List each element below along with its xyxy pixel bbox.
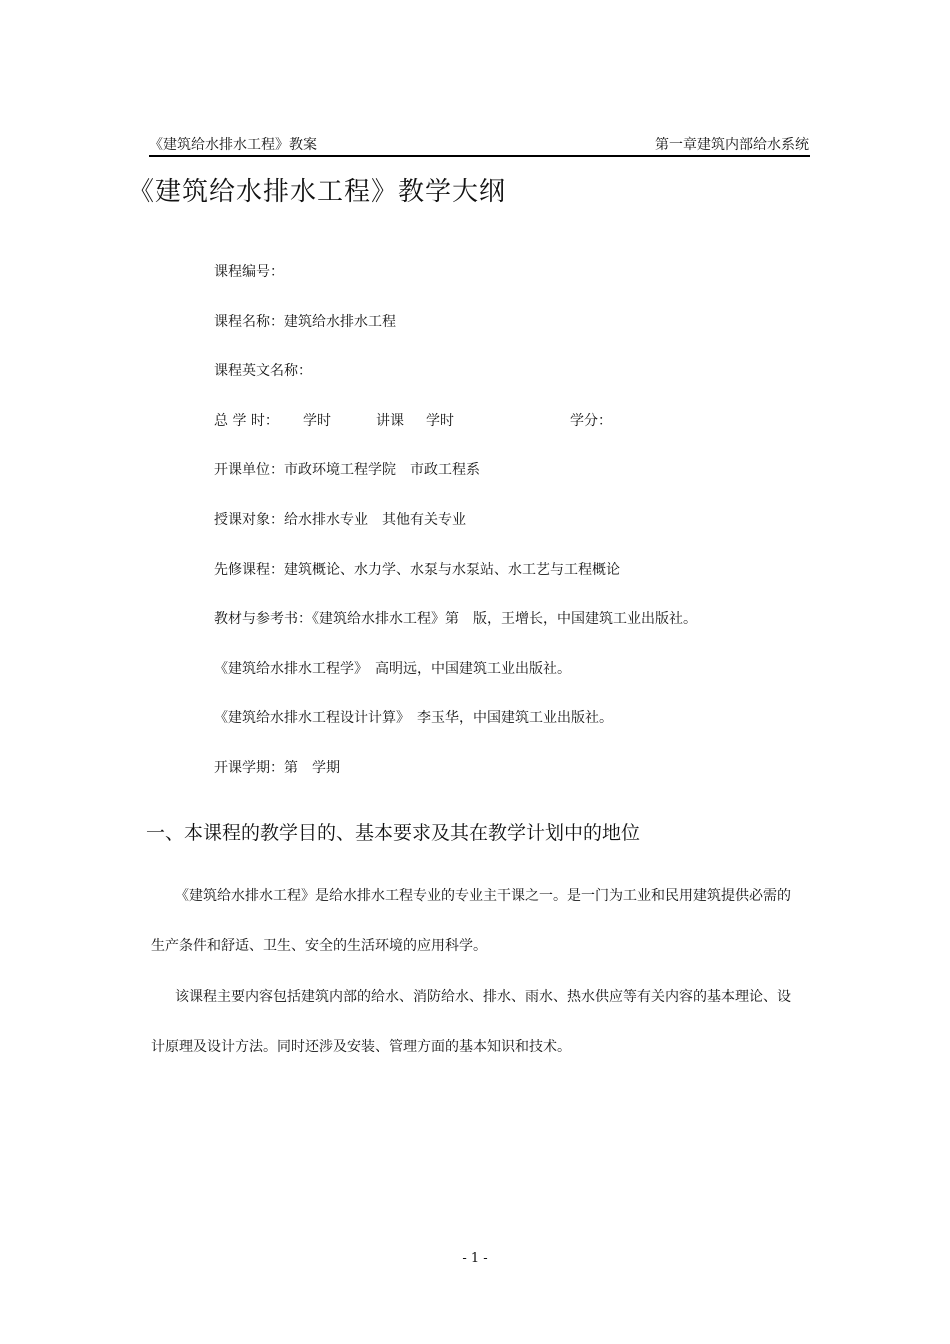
audience: 授课对象：给水排水专业 其他有关专业 bbox=[214, 511, 466, 528]
header-rule bbox=[149, 155, 810, 157]
lecture-label: 讲课 bbox=[376, 412, 404, 429]
paragraph-1-line-1: 《建筑给水排水工程》是给水排水工程专业的专业主干课之一。是一门为工业和民用建筑提供必需的 bbox=[175, 888, 791, 904]
paragraph-2-line-2: 计原理及设计方法。同时还涉及安装、管理方面的基本知识和技术。 bbox=[151, 1039, 571, 1055]
total-hours-label: 总 学 时： bbox=[214, 412, 279, 429]
paragraph-1-line-2: 生产条件和舒适、卫生、安全的生活环境的应用科学。 bbox=[151, 938, 487, 954]
running-header-right: 第一章建筑内部给水系统 bbox=[655, 137, 809, 153]
course-hours bbox=[214, 412, 814, 430]
paragraph-1 bbox=[151, 887, 811, 955]
paragraph-2-line-1: 该课程主要内容包括建筑内部的给水、消防给水、排水、雨水、热水供应等有关内容的基本理论、设 bbox=[175, 989, 791, 1005]
hours-unit: 学时 bbox=[303, 412, 331, 429]
reference-1: 《建筑给水排水工程学》 高明远，中国建筑工业出版社。 bbox=[214, 660, 571, 677]
prerequisites: 先修课程：建筑概论、水力学、水泵与水泵站、水工艺与工程概论 bbox=[214, 561, 620, 578]
textbook: 教材与参考书：《建筑给水排水工程》第 版，王增长，中国建筑工业出版社。 bbox=[214, 611, 697, 628]
paragraph-2 bbox=[151, 988, 811, 1056]
course-name-en: 课程英文名称： bbox=[214, 363, 312, 380]
page-number: - 1 - bbox=[462, 1251, 488, 1266]
reference-2: 《建筑给水排水工程设计计算》 李玉华，中国建筑工业出版社。 bbox=[214, 710, 613, 727]
course-info bbox=[214, 263, 814, 809]
credits-label: 学分： bbox=[570, 412, 612, 429]
running-header-left: 《建筑给水排水工程》教案 bbox=[149, 137, 317, 153]
section-heading: 一、本课程的教学目的、基本要求及其在教学计划中的地位 bbox=[146, 822, 641, 844]
department: 开课单位：市政环境工程学院 市政工程系 bbox=[214, 462, 480, 479]
course-code: 课程编号： bbox=[214, 264, 284, 280]
course-name: 课程名称：建筑给水排水工程 bbox=[214, 313, 396, 330]
lecture-hours-unit: 学时 bbox=[426, 412, 454, 429]
document-title: 《建筑给水排水工程》教学大纲 bbox=[128, 177, 507, 207]
semester: 开课学期：第 学期 bbox=[214, 759, 340, 776]
